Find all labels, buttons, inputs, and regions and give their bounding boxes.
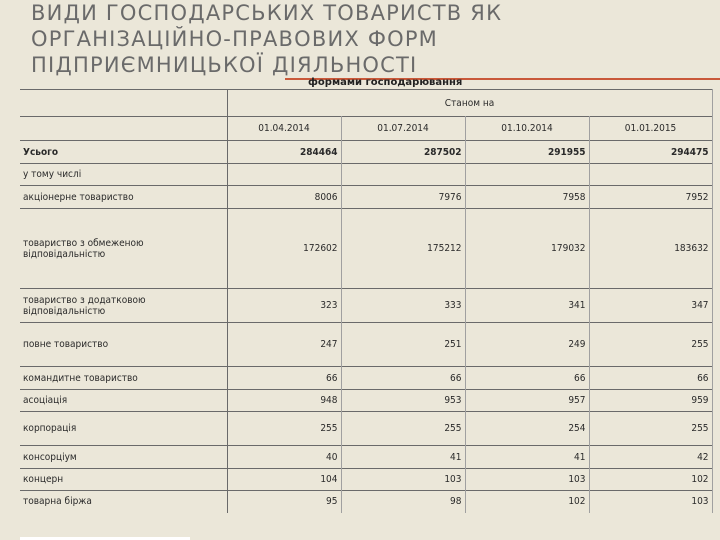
row-value: 291955 bbox=[465, 141, 589, 164]
row-value: 66 bbox=[465, 367, 589, 390]
row-value: 251 bbox=[341, 323, 465, 367]
table-row bbox=[20, 141, 712, 164]
row-value: 41 bbox=[465, 446, 589, 469]
row-value: 347 bbox=[589, 289, 712, 323]
row-value: 284464 bbox=[227, 141, 341, 164]
row-value: 287502 bbox=[341, 141, 465, 164]
row-value: 7952 bbox=[589, 186, 712, 209]
row-label: товарна біржа bbox=[20, 491, 227, 513]
row-value: 953 bbox=[341, 390, 465, 412]
row-value bbox=[465, 164, 589, 186]
slide-title-line-2: ОРГАНІЗАЦІЙНО-ПРАВОВИХ ФОРМ bbox=[31, 27, 439, 51]
row-value: 103 bbox=[341, 469, 465, 491]
row-value: 323 bbox=[227, 289, 341, 323]
row-label: товариство з додатковою відповідальністю bbox=[20, 289, 227, 323]
row-value: 8006 bbox=[227, 186, 341, 209]
enterprise-forms-table bbox=[20, 89, 713, 513]
row-value: 7958 bbox=[465, 186, 589, 209]
row-label: повне товариство bbox=[20, 323, 227, 367]
row-value: 102 bbox=[465, 491, 589, 513]
column-header: 01.07.2014 bbox=[341, 117, 465, 141]
table-row bbox=[20, 289, 712, 323]
row-value: 42 bbox=[589, 446, 712, 469]
row-value: 102 bbox=[589, 469, 712, 491]
row-label: у тому числі bbox=[20, 164, 227, 186]
row-label: акціонерне товариство bbox=[20, 186, 227, 209]
table-row bbox=[20, 390, 712, 412]
row-value: 172602 bbox=[227, 209, 341, 289]
table-row bbox=[20, 186, 712, 209]
slide-title-line-1: ВИДИ ГОСПОДАРСЬКИХ ТОВАРИСТВ ЯК bbox=[31, 1, 503, 25]
row-value: 247 bbox=[227, 323, 341, 367]
row-label: командитне товариство bbox=[20, 367, 227, 390]
table-row bbox=[20, 469, 712, 491]
row-value: 98 bbox=[341, 491, 465, 513]
group-header-cell: Станом на bbox=[227, 90, 712, 117]
row-value: 249 bbox=[465, 323, 589, 367]
table-corner-cell bbox=[20, 90, 227, 117]
row-value: 333 bbox=[341, 289, 465, 323]
row-value bbox=[341, 164, 465, 186]
row-value: 255 bbox=[589, 323, 712, 367]
table-caption: формами господарювання bbox=[308, 77, 463, 88]
row-value: 294475 bbox=[589, 141, 712, 164]
row-value: 41 bbox=[341, 446, 465, 469]
table-row bbox=[20, 412, 712, 446]
row-value: 40 bbox=[227, 446, 341, 469]
table-row bbox=[20, 164, 712, 186]
data-table-container bbox=[20, 77, 712, 540]
row-value: 948 bbox=[227, 390, 341, 412]
table-corner-cell bbox=[20, 117, 227, 141]
table-column-header-row bbox=[20, 117, 712, 141]
row-value: 104 bbox=[227, 469, 341, 491]
row-value bbox=[589, 164, 712, 186]
row-value: 66 bbox=[589, 367, 712, 390]
row-value: 66 bbox=[227, 367, 341, 390]
table-row bbox=[20, 323, 712, 367]
table-row bbox=[20, 209, 712, 289]
row-value: 179032 bbox=[465, 209, 589, 289]
row-value: 255 bbox=[341, 412, 465, 446]
table-group-header-row bbox=[20, 90, 712, 117]
row-label: асоціація bbox=[20, 390, 227, 412]
row-value: 254 bbox=[465, 412, 589, 446]
column-header: 01.10.2014 bbox=[465, 117, 589, 141]
row-label: консорціум bbox=[20, 446, 227, 469]
column-header: 01.04.2014 bbox=[227, 117, 341, 141]
row-value: 255 bbox=[227, 412, 341, 446]
row-label: корпорація bbox=[20, 412, 227, 446]
row-value: 95 bbox=[227, 491, 341, 513]
row-value: 183632 bbox=[589, 209, 712, 289]
row-label: товариство з обмеженою відповідальністю bbox=[20, 209, 227, 289]
row-value: 175212 bbox=[341, 209, 465, 289]
row-value: 103 bbox=[465, 469, 589, 491]
slide-title-line-3: ПІДПРИЄМНИЦЬКОЇ ДІЯЛЬНОСТІ bbox=[31, 53, 418, 77]
column-header: 01.01.2015 bbox=[589, 117, 712, 141]
row-value: 66 bbox=[341, 367, 465, 390]
row-value: 255 bbox=[589, 412, 712, 446]
row-value: 957 bbox=[465, 390, 589, 412]
table-row bbox=[20, 491, 712, 513]
row-label: концерн bbox=[20, 469, 227, 491]
table-row bbox=[20, 446, 712, 469]
row-label: Усього bbox=[20, 141, 227, 164]
row-value: 7976 bbox=[341, 186, 465, 209]
row-value: 103 bbox=[589, 491, 712, 513]
row-value: 341 bbox=[465, 289, 589, 323]
row-value: 959 bbox=[589, 390, 712, 412]
table-row bbox=[20, 367, 712, 390]
row-value bbox=[227, 164, 341, 186]
